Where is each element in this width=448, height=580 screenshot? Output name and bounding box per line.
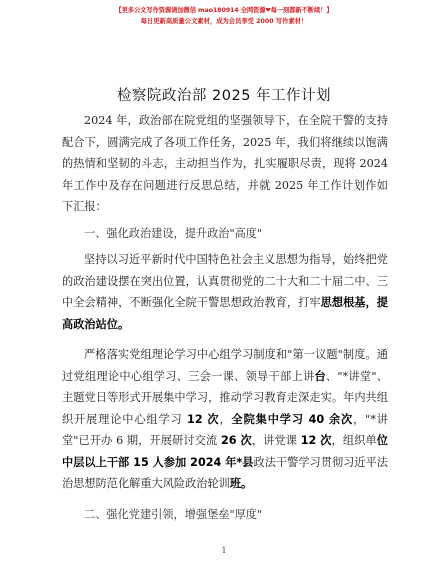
study-system-paragraph [62, 344, 388, 495]
study-bold-1: 台 [314, 369, 326, 383]
study-text-1: 严格落实党组理论学习中心组学习制度和"第一议题"制度。通过党组理论中心组学习、三会一课、领导干部上讲 [62, 348, 388, 383]
study-text-2: 、"*讲堂"、主题党日等形式开展集中学习，推动学习教育走深走实。年内共组织开展理论中心组学习 [62, 369, 388, 426]
study-bold-7: 班。 [229, 477, 253, 490]
study-text-3: ， [219, 412, 232, 426]
study-bold-3: 全院集中学习 40 余次 [231, 412, 354, 426]
section-1-heading: 一、强化政治建设，提升政治"高度" [84, 226, 263, 240]
document-title: 检察院政治部 2025 年工作计划 [116, 88, 332, 104]
promo-banner-line-2: 每日更新高质量公文素材，成为会员享受 2000 写作素材！ [140, 18, 308, 25]
section-1-text: 坚持以习近平新时代中国特色社会主义思想为指导，始终把党的政治建设摆在突出位置，认真贯彻党的二十大和二十届二中、三中全会精神，不断强化全院干警思想政治教育，打牢 [62, 253, 388, 309]
study-bold-4: 26 次 [220, 434, 252, 447]
study-text-7: 政法干警学习贯彻习近平法治思想防范化解重大风险政治轮训 [62, 455, 388, 490]
study-text-5: ，讲党课 [251, 434, 301, 447]
study-bold-5: 12 次 [300, 434, 332, 447]
document-body [62, 110, 388, 525]
study-bold-2: 12 次 [187, 412, 220, 426]
study-text-6: ，组织单 [331, 434, 377, 447]
study-text-4: ，"*讲堂"已开办 6 期，开展研讨交流 [62, 412, 388, 447]
intro-paragraph: 2024 年，政治部在院党组的坚强领导下，在全院干警的支持配合下，圆满完成了各项工作任务，2025 年，我们将继续以饱满的热情和坚韧的斗志，主动担当作为，扎实履职尽责，现将 2024 年工作中及存在问题进行反思总结，并就 2025 年工作计划作如下汇报： [62, 114, 388, 213]
section-2-heading: 二、强化党建引领，增强堡垒"厚度" [84, 507, 263, 521]
page-number: 1 [221, 546, 227, 555]
promo-banner-line-1: 【更多公文写作资源请加微信 mao180914 全网资源❤每一刻都新不断续！】 [115, 7, 333, 14]
section-1-bold-text: 思想根基，提高政治站位。 [62, 296, 388, 331]
section-1-paragraph [62, 249, 388, 335]
study-bold-6: 位中层以上干部 15 人参加 2024 年*县 [62, 434, 388, 469]
